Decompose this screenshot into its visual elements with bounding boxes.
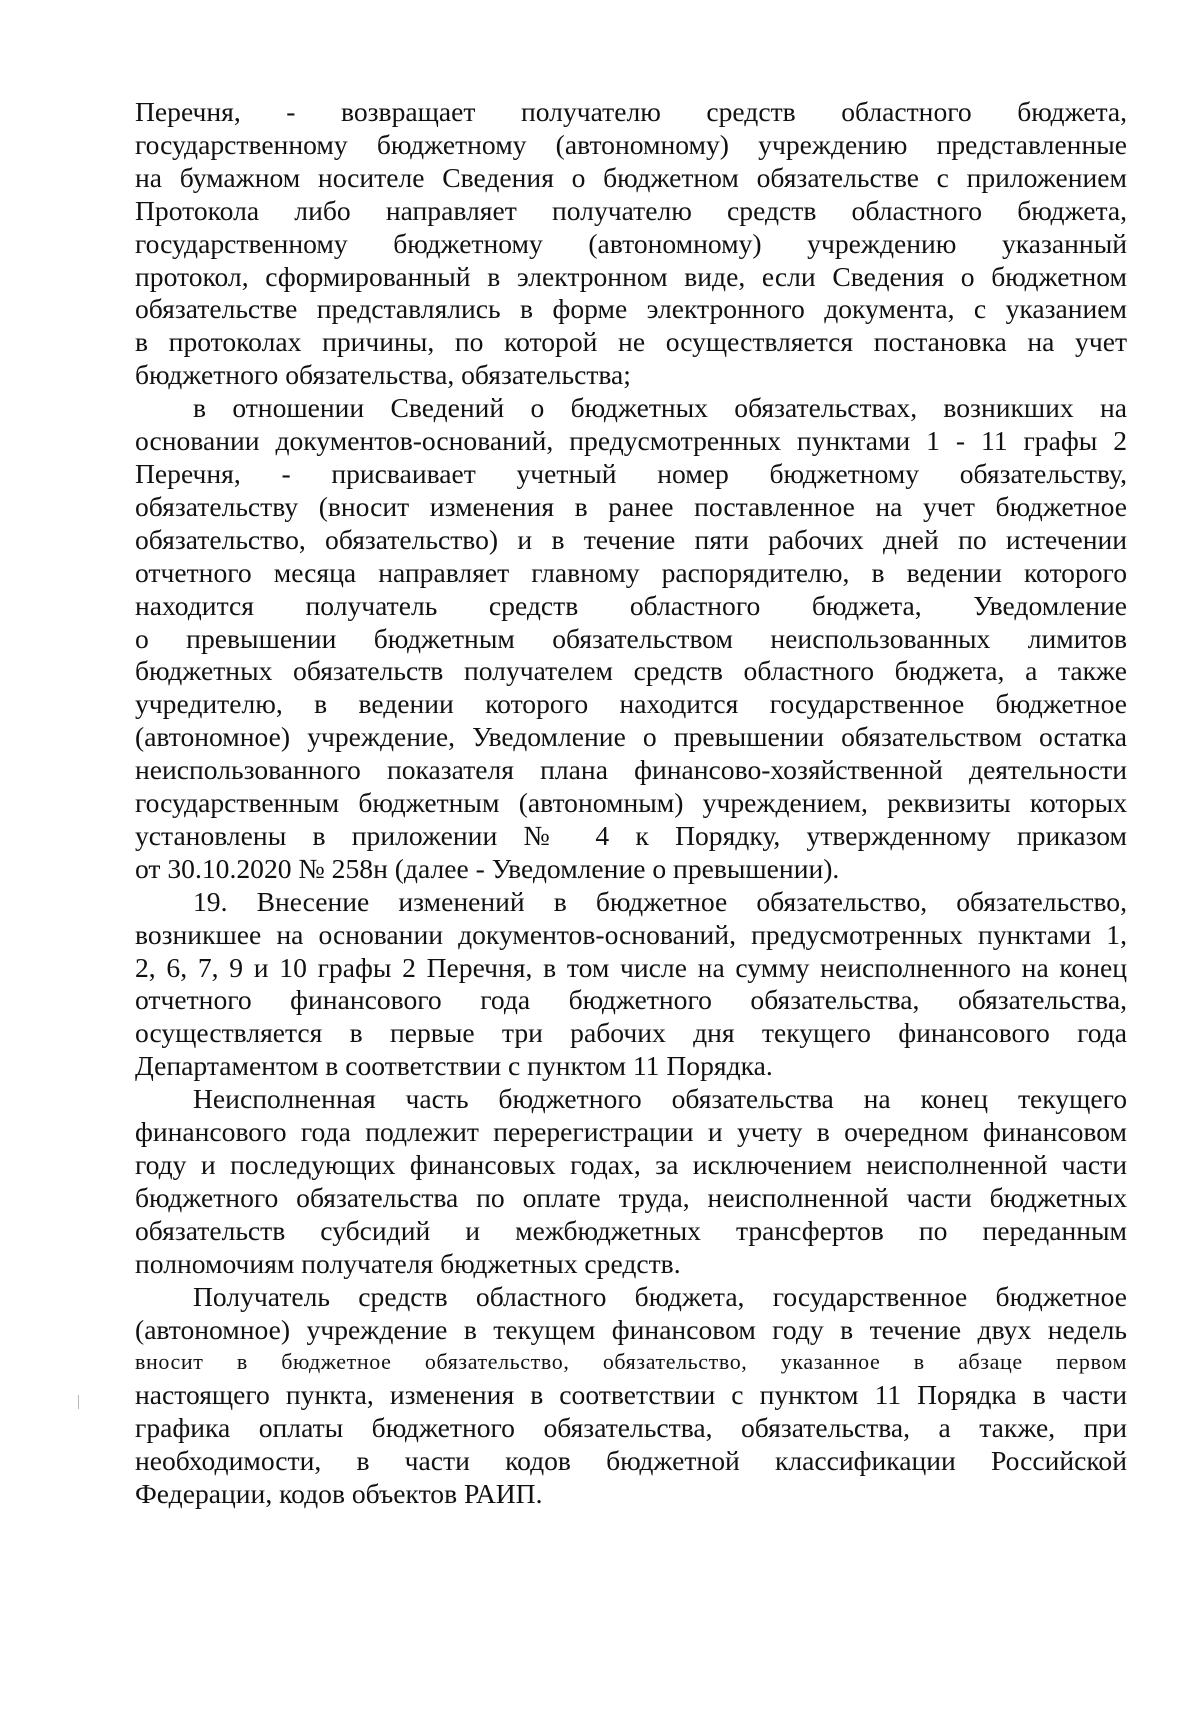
text-line: обязательстве представлялись в форме электронного документа, с указанием bbox=[135, 293, 1127, 325]
text-line-indented: 19. Внесение изменений в бюджетное обязательство, обязательство, bbox=[193, 885, 1127, 917]
text-line: установлены в приложении № 4 к Порядку, утвержденному приказом bbox=[135, 819, 1127, 851]
text-line-indented: Неисполненная часть бюджетного обязательства на конец текущего bbox=[193, 1083, 1127, 1115]
text-line: (автономное) учреждение в текущем финансовом году в течение двух недель bbox=[135, 1313, 1127, 1345]
text-line: вносит в бюджетное обязательство, обязательство, указанное в абзаце первом bbox=[135, 1349, 1127, 1375]
text-line: Перечня, - возвращает получателю средств областного бюджета, bbox=[135, 96, 1127, 127]
text-line: бюджетного обязательства, обязательства; bbox=[135, 359, 631, 391]
text-line: государственным бюджетным (автономным) учреждением, реквизиты которых bbox=[135, 787, 1127, 819]
text-line: на бумажном носителе Сведения о бюджетном обязательстве с приложением bbox=[135, 161, 1127, 193]
text-line: настоящего пункта, изменения в соответствии с пунктом 11 Порядка в части bbox=[135, 1379, 1127, 1411]
text-line: обязательств субсидий и межбюджетных трансфертов по переданным bbox=[135, 1214, 1127, 1246]
text-line: обязательство, обязательство) и в течение пяти рабочих дней по истечении bbox=[135, 523, 1127, 555]
text-line: Протокола либо направляет получателю средств областного бюджета, bbox=[135, 194, 1127, 226]
text-line: полномочиям получателя бюджетных средств. bbox=[135, 1247, 681, 1279]
text-line: Департаментом в соответствии с пунктом 11 Порядка. bbox=[135, 1050, 773, 1082]
text-line: бюджетных обязательств получателем средств областного бюджета, а также bbox=[135, 655, 1127, 687]
text-line: финансового года подлежит перерегистрации и учету в очередном финансовом bbox=[135, 1116, 1127, 1148]
text-line: возникшее на основании документов-оснований, предусмотренных пунктами 1, bbox=[135, 918, 1127, 950]
paragraph-1 bbox=[135, 96, 1127, 392]
paragraph-4 bbox=[135, 1083, 1127, 1280]
text-line: 2, 6, 7, 9 и 10 графы 2 Перечня, в том числе на сумму неисполненного на конец bbox=[135, 951, 1127, 983]
document-body bbox=[135, 96, 1127, 1511]
text-line: графика оплаты бюджетного обязательства, обязательства, а также, при bbox=[135, 1412, 1127, 1444]
text-line: неиспользованного показателя плана финансово-хозяйственной деятельности bbox=[135, 754, 1127, 786]
text-line: бюджетного обязательства по оплате труда, неисполненной части бюджетных bbox=[135, 1181, 1127, 1213]
text-line: Перечня, - присваивает учетный номер бюджетному обязательству, bbox=[135, 457, 1127, 489]
text-line: необходимости, в части кодов бюджетной классификации Российской bbox=[135, 1445, 1127, 1477]
text-line: году и последующих финансовых годах, за исключением неисполненной части bbox=[135, 1149, 1127, 1180]
text-line: находится получатель средств областного бюджета, Уведомление bbox=[135, 589, 1127, 621]
text-line: осуществляется в первые три рабочих дня текущего финансового года bbox=[135, 1017, 1127, 1049]
text-line-indented: в отношении Сведений о бюджетных обязательствах, возникших на bbox=[193, 392, 1127, 424]
text-line: о превышении бюджетным обязательством неиспользованных лимитов bbox=[135, 622, 1127, 654]
text-line: в протоколах причины, по которой не осуществляется постановка на учет bbox=[135, 326, 1127, 358]
paragraph-5 bbox=[135, 1281, 1127, 1511]
text-line: государственному бюджетному (автономному) учреждению представленные bbox=[135, 128, 1127, 160]
text-line: протокол, сформированный в электронном виде, если Сведения о бюджетном bbox=[135, 260, 1127, 292]
text-line: (автономное) учреждение, Уведомление о превышении обязательством остатка bbox=[135, 721, 1127, 753]
text-line: Федерации, кодов объектов РАИП. bbox=[135, 1478, 543, 1510]
text-line: от 30.10.2020 № 258н (далее - Уведомление о превышении). bbox=[135, 852, 840, 884]
text-line: обязательству (вносит изменения в ранее поставленное на учет бюджетное bbox=[135, 490, 1127, 522]
paragraph-3-item-19 bbox=[135, 886, 1127, 1083]
text-line: учредителю, в ведении которого находится государственное бюджетное bbox=[135, 688, 1127, 720]
text-line: государственному бюджетному (автономному) учреждению указанный bbox=[135, 227, 1127, 259]
text-line: основании документов-оснований, предусмотренных пунктами 1 - 11 графы 2 bbox=[135, 425, 1127, 457]
text-line: отчетного финансового года бюджетного обязательства, обязательства, bbox=[135, 984, 1127, 1016]
scan-artifact bbox=[78, 1395, 79, 1409]
text-line-indented: Получатель средств областного бюджета, государственное бюджетное bbox=[193, 1280, 1127, 1312]
text-line: отчетного месяца направляет главному распорядителю, в ведении которого bbox=[135, 556, 1127, 588]
paragraph-2 bbox=[135, 392, 1127, 886]
